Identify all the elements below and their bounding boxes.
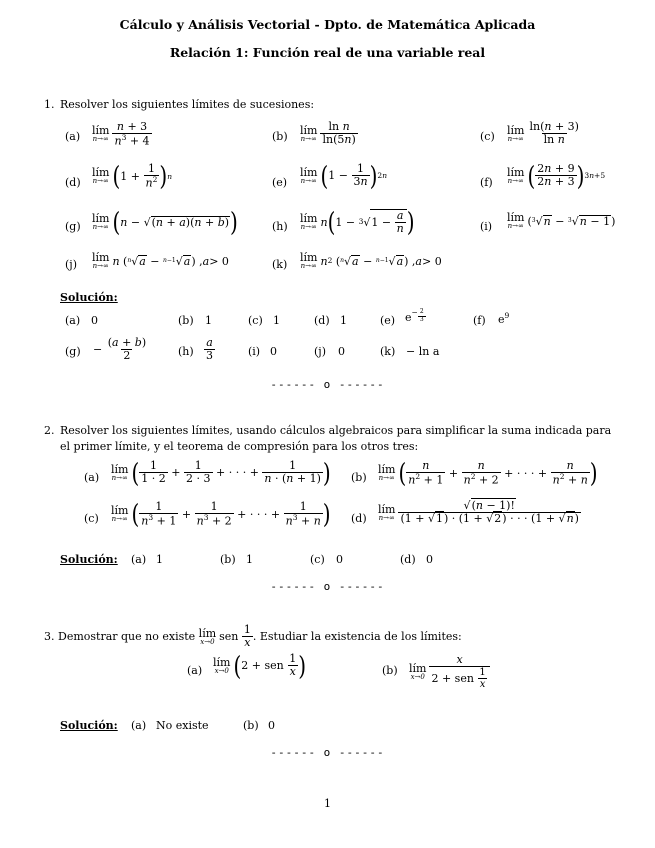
solution-heading: Solución: [60, 553, 118, 566]
solution-value: 1 [156, 553, 163, 566]
solution-label: (a) [131, 719, 147, 732]
solution-value: 1 [205, 314, 212, 327]
problem-number: 3. [44, 630, 55, 644]
solution-label: (g) [65, 345, 81, 358]
limit-expression-b: lím n→∞ $\frac{\text{ln n}}{\ln(5n)}$ [300, 120, 356, 147]
solution-value: 1 [246, 553, 253, 566]
problem-statement: Resolver los siguientes límites de sucesiones: [60, 98, 315, 111]
solution-label: (d) [400, 553, 416, 566]
limit-expression-j: lím n→∞ n ( n √ a − n−1 √ a ) , a > 0 [92, 251, 229, 270]
limit-expression-h: lím n→∞ n ( 1 − 3 √ 1 − $\frac{a}{n}$ ) [300, 206, 415, 238]
limit-expression-e: lím n→∞ ( 1 − $\frac{1}{3n}$ ) 2n [300, 159, 388, 192]
solution-value: 1 [273, 314, 280, 327]
item-label: (d) [351, 512, 367, 525]
limit-expression-3a: lím x→0 ( 2 + sen $\frac{1}{x}$ ) [213, 649, 307, 682]
limit-expression-2d: lím n→∞ $\frac{√(n - 1)!}{(1 + √1) \cdot (1 + √2) \cdot \cdot \cdot (1 + √n)}$ [378, 499, 579, 526]
solution-label: (c) [248, 314, 263, 327]
section-separator: ------ o ------ [270, 746, 385, 759]
solution-label: (e) [380, 314, 396, 327]
solution-label: (b) [178, 314, 194, 327]
limit-expression-f: lím n→∞ ( $\frac{2n + 9}{2n + 3}$ ) 3n+5 [507, 159, 606, 192]
solution-heading: Solución: [60, 719, 118, 732]
solution-value-e: $e^{- \frac{2}{3}}$ [405, 308, 424, 324]
item-label: (k) [272, 258, 288, 271]
item-label: (h) [272, 220, 288, 233]
solution-label: (c) [310, 553, 325, 566]
solution-label: (i) [248, 345, 261, 358]
limit-expression-a: lím n→∞ $\frac{n + 3}{n^3 + 4}$ [92, 120, 150, 148]
item-label: (c) [84, 512, 99, 525]
item-label: (d) [65, 176, 81, 189]
solution-value: 1 [340, 314, 347, 327]
limit-expression-2a: lím n→∞ ( $\frac{1}{1 \cdot 2}$ + $\frac{1}{2 \cdot 3}$ + · · · + $\frac{1}{n \cdot (n + 1)}$ ) [111, 456, 331, 489]
solution-label: (a) [65, 314, 81, 327]
item-label: (b) [351, 471, 367, 484]
solution-value-g: − $\frac{(a + b)}{2}$ [93, 336, 147, 363]
solution-label: (b) [220, 553, 236, 566]
limit-expression-d: lím n→∞ ( 1 + $\frac{1}{n^2}$ ) n [92, 160, 173, 193]
solution-label: (j) [314, 345, 326, 358]
solution-value-f: $e^9$ [498, 311, 510, 326]
page-number: 1 [324, 797, 331, 810]
solution-value: 0 [270, 345, 277, 358]
solution-value: − ln a [406, 345, 440, 358]
solution-label: (a) [131, 553, 147, 566]
item-label: (b) [382, 664, 398, 677]
solution-heading: Solución: [60, 291, 118, 304]
solution-value-h: $\frac{a}{3}$ [206, 336, 213, 363]
section-separator: ------ o ------ [270, 580, 385, 593]
item-label: (a) [65, 130, 81, 143]
limit-expression-2b: lím n→∞ ( $\frac{n}{n^2 + 1}$ + $\frac{n}{n^2 + 2}$ + · · · + $\frac{n}{n^2 + n}$ ) [378, 457, 598, 490]
limit-expression-g: lím n→∞ ( n − √ (n + a)(n + b) ) [92, 206, 238, 238]
solution-value: 0 [338, 345, 345, 358]
solution-value: 0 [426, 553, 433, 566]
item-label: (f) [480, 176, 493, 189]
solution-value: No existe [156, 719, 209, 732]
limit-expression-c: lím n→∞ $\frac{\ln(n + 3)}{\text{ln n}}$ [507, 120, 579, 147]
limit-expression-k: lím n→∞ n 2 ( n √ a − n−1 √ a ) , a > 0 [300, 251, 442, 270]
solution-label: (h) [178, 345, 194, 358]
problem-statement-post: . Estudiar la existencia de los límites: [252, 630, 462, 644]
item-label: (j) [65, 258, 77, 271]
document-title: Cálculo y Análisis Vectorial - Dpto. de Matemática Aplicada [119, 17, 536, 32]
problem-number: 2. [44, 424, 55, 437]
item-label: (b) [272, 130, 288, 143]
problem-number: 1. [44, 98, 55, 111]
solution-label: (d) [314, 314, 330, 327]
solution-label: (k) [380, 345, 396, 358]
item-label: (a) [187, 664, 203, 677]
item-label: (a) [84, 471, 100, 484]
item-label: (g) [65, 220, 81, 233]
limit-expression-i: lím n→∞ ( 3 √ n − 3 √ n − 1 ) [507, 211, 616, 230]
item-label: (i) [480, 220, 493, 233]
solution-label: (b) [243, 719, 259, 732]
problem-2 [44, 423, 614, 455]
solution-label: (f) [473, 314, 486, 327]
solution-value: 0 [268, 719, 275, 732]
document-subtitle: Relación 1: Función real de una variable real [169, 45, 486, 60]
item-label: (e) [272, 176, 288, 189]
problem-statement-pre: Demostrar que no existe [58, 630, 196, 644]
limit-expression-3b: lím x→0 x 2 + sen $\frac{1}{x}$ [409, 654, 490, 690]
solution-value: 0 [336, 553, 343, 566]
problem-3: 3. Demostrar que no existe lím x→0 sen $\frac{1}{x}$ . Estudiar la existencia de los límites: [44, 623, 462, 650]
section-separator: ------ o ------ [270, 378, 385, 391]
problem-statement: Resolver los siguientes límites, usando cálculos algebraicos para simplificar la suma indicada para el primer límite, y el teorema de compresión para los otros tres: [60, 424, 612, 453]
solution-value: 0 [91, 314, 98, 327]
limit-expression-2c: lím n→∞ ( $\frac{1}{n^3 + 1}$ + $\frac{1}{n^3 + 2}$ + · · · + $\frac{1}{n^3 + n}$ ) [111, 498, 331, 531]
item-label: (c) [480, 130, 495, 143]
